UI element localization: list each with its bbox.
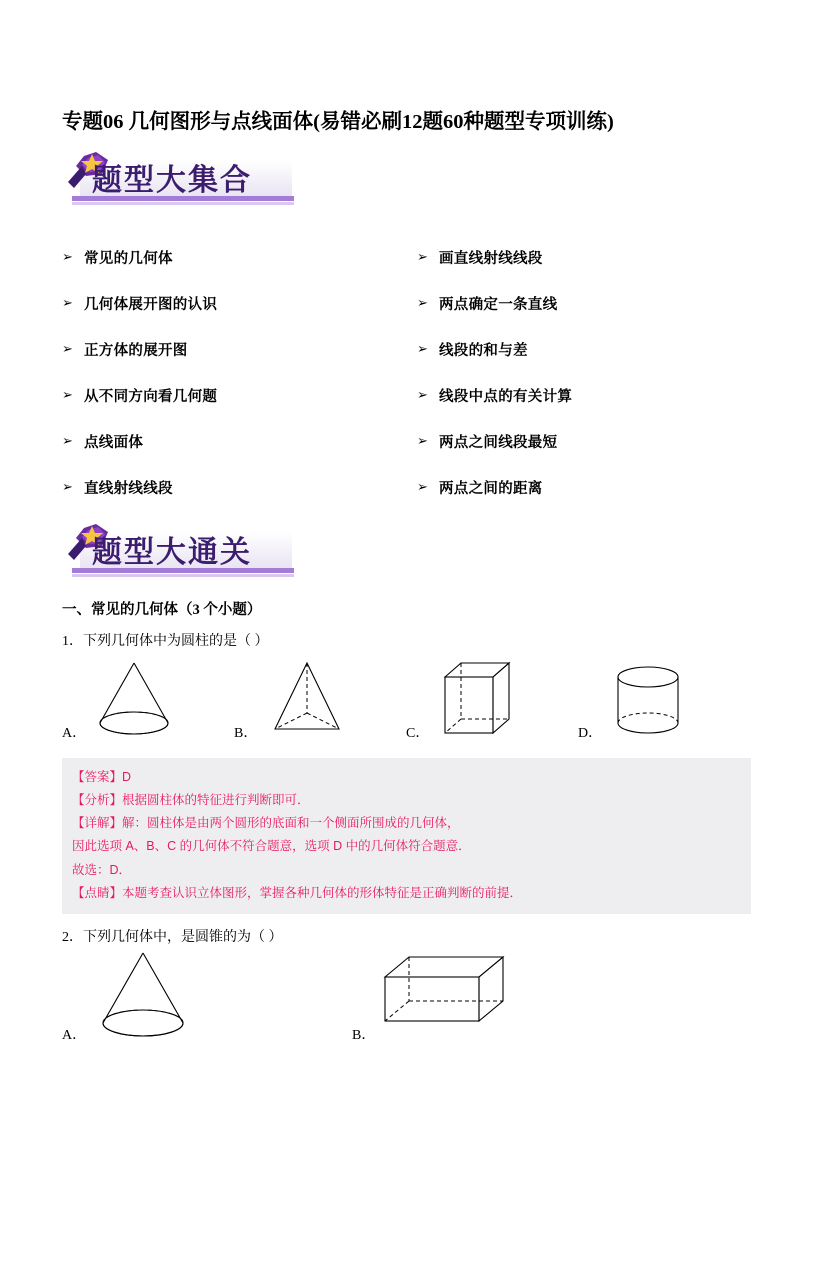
option-B[interactable] <box>234 658 406 746</box>
svg-text:题型大通关: 题型大通关 <box>92 536 252 569</box>
topic-item[interactable] <box>62 234 417 280</box>
cylinder-figure-icon <box>604 657 692 746</box>
option-B-q2[interactable] <box>352 952 612 1048</box>
question-1-stem: 1．下列几何体中为圆柱的是（ ） <box>62 634 269 649</box>
option-A[interactable] <box>62 658 234 746</box>
cone-figure-icon <box>88 657 180 746</box>
topic-item[interactable] <box>417 418 765 464</box>
arrow-bullet-icon: ➢ <box>417 479 428 495</box>
topic-item[interactable] <box>417 280 765 326</box>
arrow-bullet-icon: ➢ <box>417 433 428 449</box>
option-A-q2-label: A． <box>62 1027 87 1043</box>
arrow-bullet-icon: ➢ <box>62 387 73 403</box>
cone-figure-icon <box>88 947 198 1048</box>
topic-label: 点线面体 <box>84 434 144 451</box>
topic-item[interactable] <box>417 234 765 280</box>
topic-label: 两点之间线段最短 <box>439 434 558 451</box>
banner-题型大集合 <box>62 152 305 212</box>
topic-label: 正方体的展开图 <box>84 342 188 359</box>
question-2-stem: 2．下列几何体中，是圆锥的为（ ） <box>62 929 283 945</box>
arrow-bullet-icon: ➢ <box>417 249 428 265</box>
section-heading: 一、常见的几何体（3 个小题） <box>62 602 262 618</box>
answer-line: 【分析】根据圆柱体的特征进行判断即可． <box>72 793 310 808</box>
topic-list <box>62 234 765 510</box>
arrow-bullet-icon: ➢ <box>417 295 428 311</box>
answer-line: 【答案】D <box>72 770 132 784</box>
option-A-label: A． <box>62 726 87 741</box>
option-D[interactable] <box>578 658 738 746</box>
banner-题型大通关 <box>62 524 305 584</box>
topic-item[interactable] <box>62 280 417 326</box>
question-2-options <box>62 952 765 1048</box>
answer-line: 【点睛】本题考查认识立体图形，掌握各种几何体的形体特征是正确判断的前提． <box>72 885 523 900</box>
arrow-bullet-icon: ➢ <box>62 479 73 495</box>
arrow-bullet-icon: ➢ <box>62 295 73 311</box>
topic-label: 几何体展开图的认识 <box>84 296 218 313</box>
cuboid-figure-icon <box>377 951 513 1048</box>
answer-block-1 <box>62 758 751 914</box>
arrow-bullet-icon: ➢ <box>62 341 73 357</box>
document-page <box>0 104 827 1273</box>
topic-label: 直线射线线段 <box>84 480 173 497</box>
topic-item[interactable] <box>62 464 417 510</box>
option-A-q2[interactable] <box>62 952 352 1048</box>
topic-item[interactable] <box>417 464 765 510</box>
question-1-options <box>62 658 765 746</box>
topic-label: 两点确定一条直线 <box>439 296 558 313</box>
cuboid-figure-icon <box>431 655 523 746</box>
topic-item[interactable] <box>417 326 765 372</box>
arrow-bullet-icon: ➢ <box>417 341 428 357</box>
answer-line: 故选：D． <box>72 862 132 877</box>
triangular-prism-figure-icon <box>259 657 355 746</box>
topic-label: 线段的和与差 <box>439 342 528 359</box>
topic-label: 线段中点的有关计算 <box>439 388 573 405</box>
option-B-label: B． <box>234 726 258 741</box>
topic-label: 两点之间的距离 <box>439 480 543 497</box>
option-C-label: C． <box>406 726 430 741</box>
svg-text:题型大集合: 题型大集合 <box>92 164 252 197</box>
option-C[interactable] <box>406 658 578 746</box>
page-title: 专题06 几何图形与点线面体(易错必刷12题60种题型专项训练) <box>62 111 614 133</box>
topic-item[interactable] <box>62 418 417 464</box>
topic-item[interactable] <box>417 372 765 418</box>
topic-item[interactable] <box>62 326 417 372</box>
answer-line: 【详解】解：圆柱体是由两个圆形的底面和一个侧面所围成的几何体， <box>72 816 460 831</box>
topic-item[interactable] <box>62 372 417 418</box>
topic-label: 画直线射线线段 <box>439 250 543 267</box>
answer-line: 因此选项 A、B、C 的几何体不符合题意，选项 D 中的几何体符合题意． <box>72 839 471 854</box>
option-D-label: D． <box>578 726 603 741</box>
arrow-bullet-icon: ➢ <box>417 387 428 403</box>
arrow-bullet-icon: ➢ <box>62 433 73 449</box>
topic-label: 从不同方向看几何题 <box>84 388 218 405</box>
topic-label: 常见的几何体 <box>84 250 173 267</box>
option-B-q2-label: B． <box>352 1027 376 1043</box>
arrow-bullet-icon: ➢ <box>62 249 73 265</box>
